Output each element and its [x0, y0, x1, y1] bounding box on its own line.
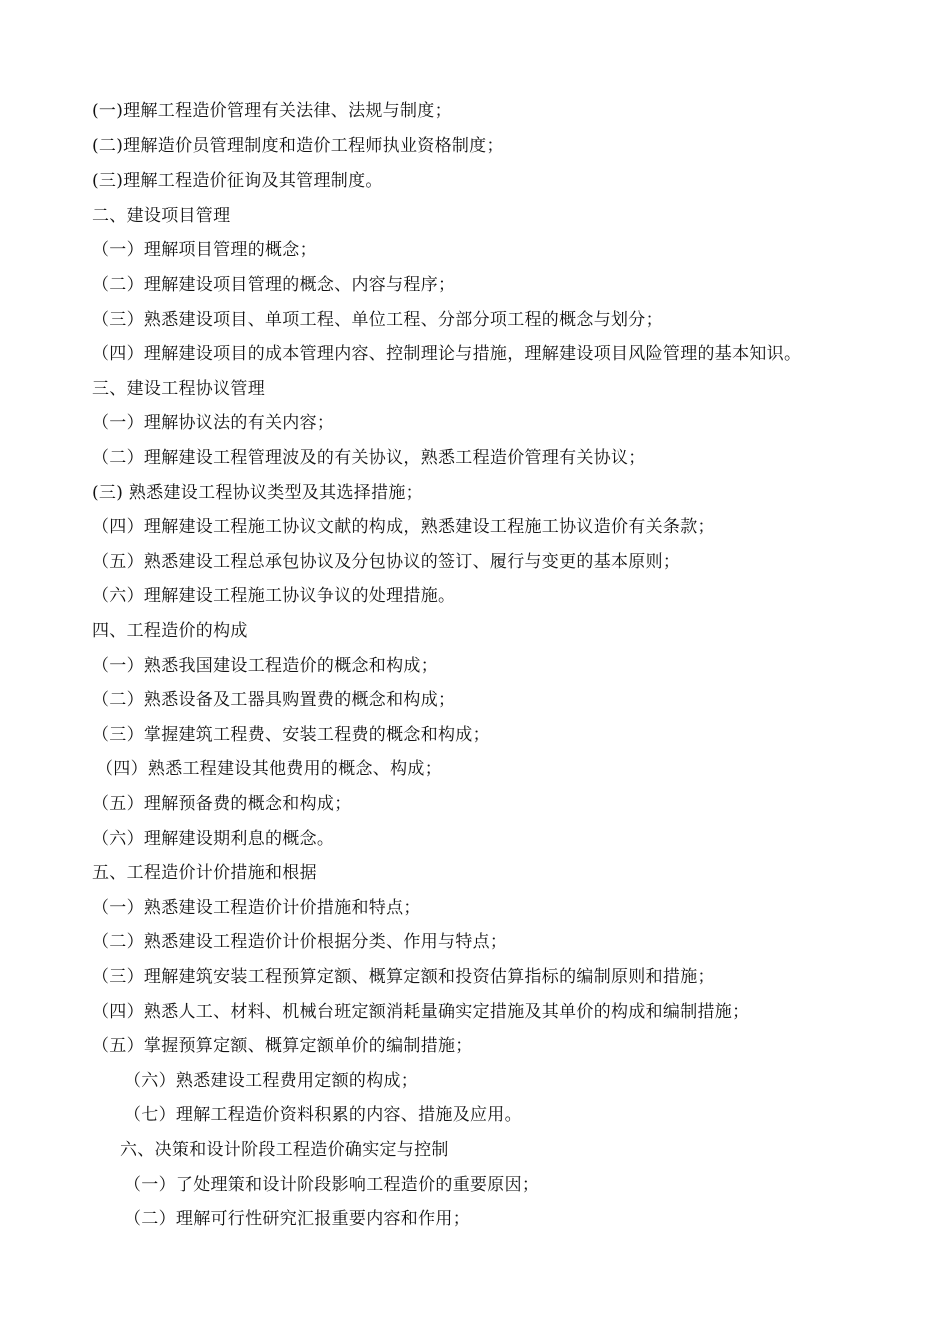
text-line: （一）理解项目管理的概念；: [92, 240, 317, 260]
text-line: （五）掌握预算定额、概算定额单价的编制措施；: [92, 1036, 473, 1056]
text-line: （一）熟悉我国建设工程造价的概念和构成；: [92, 656, 438, 676]
text-line: （五）熟悉建设工程总承包协议及分包协议的签订、履行与变更的基本原则；: [92, 552, 681, 572]
text-line: （四）熟悉人工、材料、机械台班定额消耗量确实定措施及其单价的构成和编制措施；: [92, 1002, 750, 1022]
text-line: （三）理解建筑安装工程预算定额、概算定额和投资估算指标的编制原则和措施；: [92, 967, 715, 987]
text-line: (三) 熟悉建设工程协议类型及其选择措施；: [92, 483, 423, 503]
text-line: （六）熟悉建设工程费用定额的构成；: [124, 1071, 419, 1091]
section-heading: 三、建设工程协议管理: [92, 379, 265, 399]
text-line: (一)理解工程造价管理有关法律、法规与制度；: [92, 101, 452, 121]
text-line: （七）理解工程造价资料积累的内容、措施及应用。: [124, 1105, 522, 1125]
text-line: （四）理解建设工程施工协议文献的构成，熟悉建设工程施工协议造价有关条款；: [92, 517, 715, 537]
text-line: （三）掌握建筑工程费、安装工程费的概念和构成；: [92, 725, 490, 745]
text-line: （六）理解建设期利息的概念。: [92, 829, 335, 849]
text-line: （四）熟悉工程建设其他费用的概念、构成；: [96, 759, 442, 779]
section-heading: 二、建设项目管理: [92, 206, 231, 226]
text-line: （三）熟悉建设项目、单项工程、单位工程、分部分项工程的概念与划分；: [92, 310, 663, 330]
text-line: （六）理解建设工程施工协议争议的处理措施。: [92, 586, 456, 606]
text-line: (三)理解工程造价征询及其管理制度。: [92, 171, 383, 191]
text-line: （一）理解协议法的有关内容；: [92, 413, 335, 433]
section-heading: 五、工程造价计价措施和根据: [92, 863, 317, 883]
text-line: （二）熟悉建设工程造价计价根据分类、作用与特点；: [92, 932, 508, 952]
text-line: （一）了处理策和设计阶段影响工程造价的重要原因；: [124, 1175, 540, 1195]
section-heading: 六、决策和设计阶段工程造价确实定与控制: [120, 1140, 449, 1160]
section-heading: 四、工程造价的构成: [92, 621, 248, 641]
text-line: （五）理解预备费的概念和构成；: [92, 794, 352, 814]
text-line: （二）理解建设项目管理的概念、内容与程序；: [92, 275, 456, 295]
text-line: （一）熟悉建设工程造价计价措施和特点；: [92, 898, 421, 918]
text-line: （四）理解建设项目的成本管理内容、控制理论与措施，理解建设项目风险管理的基本知识。: [92, 344, 802, 364]
text-line: （二）理解建设工程管理波及的有关协议，熟悉工程造价管理有关协议；: [92, 448, 646, 468]
text-line: （二）熟悉设备及工器具购置费的概念和构成；: [92, 690, 456, 710]
text-line: (二)理解造价员管理制度和造价工程师执业资格制度；: [92, 136, 504, 156]
text-line: （二）理解可行性研究汇报重要内容和作用；: [124, 1209, 470, 1229]
